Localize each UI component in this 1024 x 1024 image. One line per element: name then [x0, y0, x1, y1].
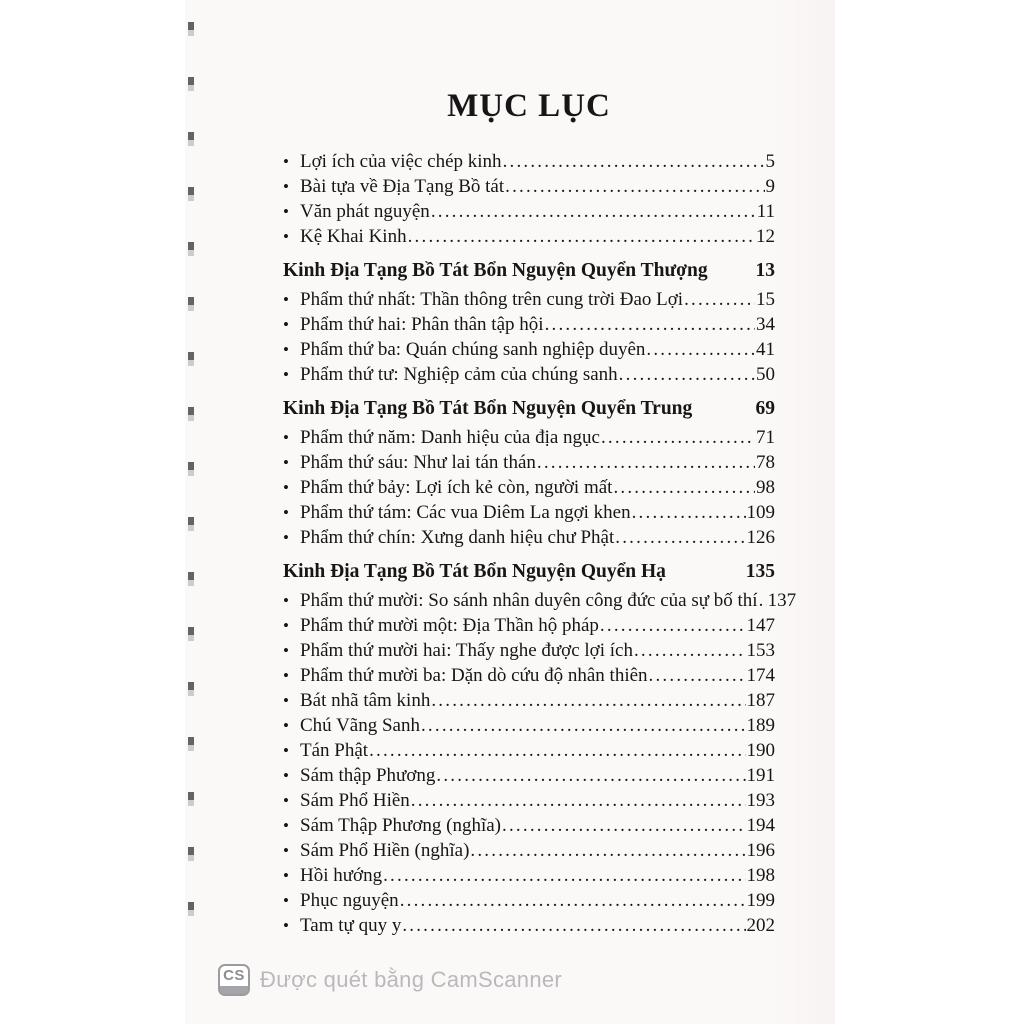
toc-entry — [283, 588, 797, 613]
bullet-icon: • — [283, 428, 289, 447]
toc-entry-label: Phẩm thứ hai: Phân thân tập hội — [300, 314, 544, 335]
toc-entry — [283, 888, 775, 913]
toc-entry-label: Phẩm thứ bảy: Lợi ích kẻ còn, người mất — [300, 477, 613, 498]
dot-leader — [383, 863, 745, 888]
toc-entry — [283, 224, 775, 249]
bullet-icon: • — [283, 666, 289, 685]
toc-entry — [283, 613, 775, 638]
dot-leader — [470, 838, 745, 863]
page-number: 147 — [746, 615, 775, 636]
page-number: 191 — [746, 765, 775, 786]
toc-content — [283, 88, 797, 938]
dot-leader — [408, 224, 755, 249]
toc-entry — [283, 838, 775, 863]
page-number: 193 — [746, 790, 775, 811]
toc-entry — [283, 199, 775, 224]
page-number: 71 — [756, 427, 775, 448]
toc-entry — [283, 738, 775, 763]
toc-entry — [283, 525, 775, 550]
toc-entry-label: Văn phát nguyện — [300, 201, 430, 222]
camscanner-icon-base — [220, 986, 248, 994]
bullet-icon: • — [283, 453, 289, 472]
dot-leader — [537, 450, 755, 475]
toc-entry-label: Bài tựa về Địa Tạng Bồ tát — [300, 176, 505, 197]
dot-leader — [601, 425, 755, 450]
toc-section-header — [283, 396, 775, 421]
bullet-icon: • — [283, 591, 289, 610]
toc-entry-label: Bát nhã tâm kinh — [300, 690, 431, 711]
toc-entry — [283, 149, 775, 174]
toc-entry-label: Tam tự quy y — [300, 915, 402, 936]
bullet-icon: • — [283, 478, 289, 497]
page-number: 189 — [746, 715, 775, 736]
toc-entry — [283, 763, 775, 788]
dot-leader — [600, 613, 746, 638]
bullet-icon: • — [283, 816, 289, 835]
toc-entry-label: Phẩm thứ mười: So sánh nhân duyên công đức của sự bố thí — [300, 590, 758, 611]
page-number: 50 — [756, 364, 775, 385]
page-number: 135 — [745, 561, 775, 582]
page-number: 12 — [756, 226, 775, 247]
dot-leader — [431, 199, 756, 224]
page-number: 15 — [756, 289, 775, 310]
camscanner-watermark — [218, 964, 562, 996]
page-number: 109 — [746, 502, 775, 523]
page-number: 194 — [746, 815, 775, 836]
toc-entry — [283, 312, 775, 337]
toc-entry — [283, 813, 775, 838]
page-number: 41 — [756, 339, 775, 360]
toc-entry-label: Kệ Khai Kinh — [300, 226, 407, 247]
toc-entry-label: Phẩm thứ mười một: Địa Thần hộ pháp — [300, 615, 599, 636]
toc-entry-label: Lợi ích của việc chép kinh — [300, 151, 502, 172]
dot-leader — [411, 788, 746, 813]
toc-entry-label: Phẩm thứ năm: Danh hiệu của địa ngục — [300, 427, 600, 448]
dot-leader — [646, 337, 755, 362]
toc-entry-label: Phẩm thứ tám: Các vua Diêm La ngợi khen — [300, 502, 631, 523]
page-number: 9 — [765, 176, 775, 197]
toc-entry — [283, 337, 775, 362]
toc-entry-label: Sám Phổ Hiền — [300, 790, 410, 811]
dot-leader — [634, 638, 746, 663]
page-title: MỤC LỤC — [447, 88, 611, 124]
page-number: 153 — [746, 640, 775, 661]
dot-leader — [502, 813, 745, 838]
dot-leader — [402, 913, 745, 938]
bullet-icon: • — [283, 503, 289, 522]
toc-entry-label: Phẩm thứ tư: Nghiệp cảm của chúng sanh — [300, 364, 618, 385]
page-number: 202 — [746, 915, 775, 936]
toc-entry-label: Phẩm thứ sáu: Như lai tán thán — [300, 452, 536, 473]
toc-entry — [283, 788, 775, 813]
toc-section-label: Kinh Địa Tạng Bồ Tát Bổn Nguyện Quyển Trung — [283, 398, 693, 419]
bullet-icon: • — [283, 528, 289, 547]
watermark-text: Được quét bằng CamScanner — [260, 967, 563, 992]
bullet-icon: • — [283, 716, 289, 735]
toc-section-label: Kinh Địa Tạng Bồ Tát Bổn Nguyện Quyển Thượng — [283, 260, 708, 281]
toc-entry — [283, 450, 775, 475]
camscanner-icon — [218, 964, 250, 996]
bullet-icon: • — [283, 177, 289, 196]
dot-leader — [505, 174, 764, 199]
toc-entry-label: Phẩm thứ chín: Xưng danh hiệu chư Phật — [300, 527, 615, 548]
dot-leader — [615, 525, 745, 550]
toc-entry-label: Phẩm thứ mười ba: Dặn dò cứu độ nhân thiên — [300, 665, 648, 686]
toc-entry-label: Phẩm thứ ba: Quán chúng sanh nghiệp duyên — [300, 339, 646, 360]
toc-entry — [283, 362, 775, 387]
dot-leader — [431, 688, 745, 713]
toc-entry — [283, 287, 775, 312]
bullet-icon: • — [283, 641, 289, 660]
bullet-icon: • — [283, 916, 289, 935]
bullet-icon: • — [283, 891, 289, 910]
toc-entry — [283, 500, 775, 525]
dot-leader — [632, 500, 746, 525]
bullet-icon: • — [283, 227, 289, 246]
toc-entry — [283, 688, 775, 713]
page-number: 126 — [746, 527, 775, 548]
dot-leader — [436, 763, 745, 788]
toc-list — [283, 149, 797, 938]
bullet-icon: • — [283, 340, 289, 359]
bullet-icon: • — [283, 616, 289, 635]
page-number: 174 — [746, 665, 775, 686]
toc-entry — [283, 663, 775, 688]
toc-entry-label: Tán Phật — [300, 740, 369, 761]
dot-leader — [759, 588, 767, 613]
page-number: 190 — [746, 740, 775, 761]
dot-leader — [421, 713, 746, 738]
page-number: 5 — [765, 151, 775, 172]
page-number: 78 — [756, 452, 775, 473]
dot-leader — [400, 888, 746, 913]
bullet-icon: • — [283, 290, 289, 309]
toc-section-header — [283, 258, 775, 283]
toc-entry — [283, 174, 775, 199]
toc-entry — [283, 475, 775, 500]
bullet-icon: • — [283, 866, 289, 885]
dot-leader — [503, 149, 765, 174]
bullet-icon: • — [283, 766, 289, 785]
binding-marks — [188, 22, 194, 952]
toc-entry — [283, 638, 775, 663]
page-number: 69 — [755, 398, 775, 419]
bullet-icon: • — [283, 691, 289, 710]
page-number: 98 — [756, 477, 775, 498]
bullet-icon: • — [283, 791, 289, 810]
toc-entry-label: Phẩm thứ nhất: Thần thông trên cung trời Đao Lợi — [300, 289, 684, 310]
page-number: 11 — [756, 201, 775, 222]
dot-leader — [613, 475, 755, 500]
dot-leader — [369, 738, 745, 763]
toc-entry-label: Hồi hướng — [300, 865, 383, 886]
toc-entry-label: Phục nguyện — [300, 890, 399, 911]
page-number: 34 — [756, 314, 775, 335]
page-number: 187 — [746, 690, 775, 711]
dot-leader — [619, 362, 755, 387]
bullet-icon: • — [283, 152, 289, 171]
bullet-icon: • — [283, 365, 289, 384]
toc-entry — [283, 913, 775, 938]
toc-entry-label: Sám thập Phương — [300, 765, 436, 786]
page-number: 13 — [755, 260, 775, 281]
toc-entry-label: Sám Thập Phương (nghĩa) — [300, 815, 502, 836]
bullet-icon: • — [283, 202, 289, 221]
page-number: 199 — [746, 890, 775, 911]
camscanner-icon-label: CS — [223, 967, 245, 984]
page-number: 196 — [746, 840, 775, 861]
page-number: 137 — [767, 590, 797, 611]
toc-entry — [283, 425, 775, 450]
toc-section-label: Kinh Địa Tạng Bồ Tát Bổn Nguyện Quyển Hạ — [283, 561, 666, 582]
toc-entry-label: Chú Vãng Sanh — [300, 715, 420, 736]
toc-entry-label: Sám Phổ Hiền (nghĩa) — [300, 840, 470, 861]
dot-leader — [649, 663, 746, 688]
toc-entry — [283, 713, 775, 738]
scanned-page — [185, 0, 835, 1024]
toc-section-header — [283, 559, 775, 584]
page-number: 198 — [746, 865, 775, 886]
toc-entry-label: Phẩm thứ mười hai: Thấy nghe được lợi ích — [300, 640, 633, 661]
bullet-icon: • — [283, 741, 289, 760]
dot-leader — [545, 312, 755, 337]
dot-leader — [684, 287, 755, 312]
bullet-icon: • — [283, 841, 289, 860]
toc-entry — [283, 863, 775, 888]
bullet-icon: • — [283, 315, 289, 334]
